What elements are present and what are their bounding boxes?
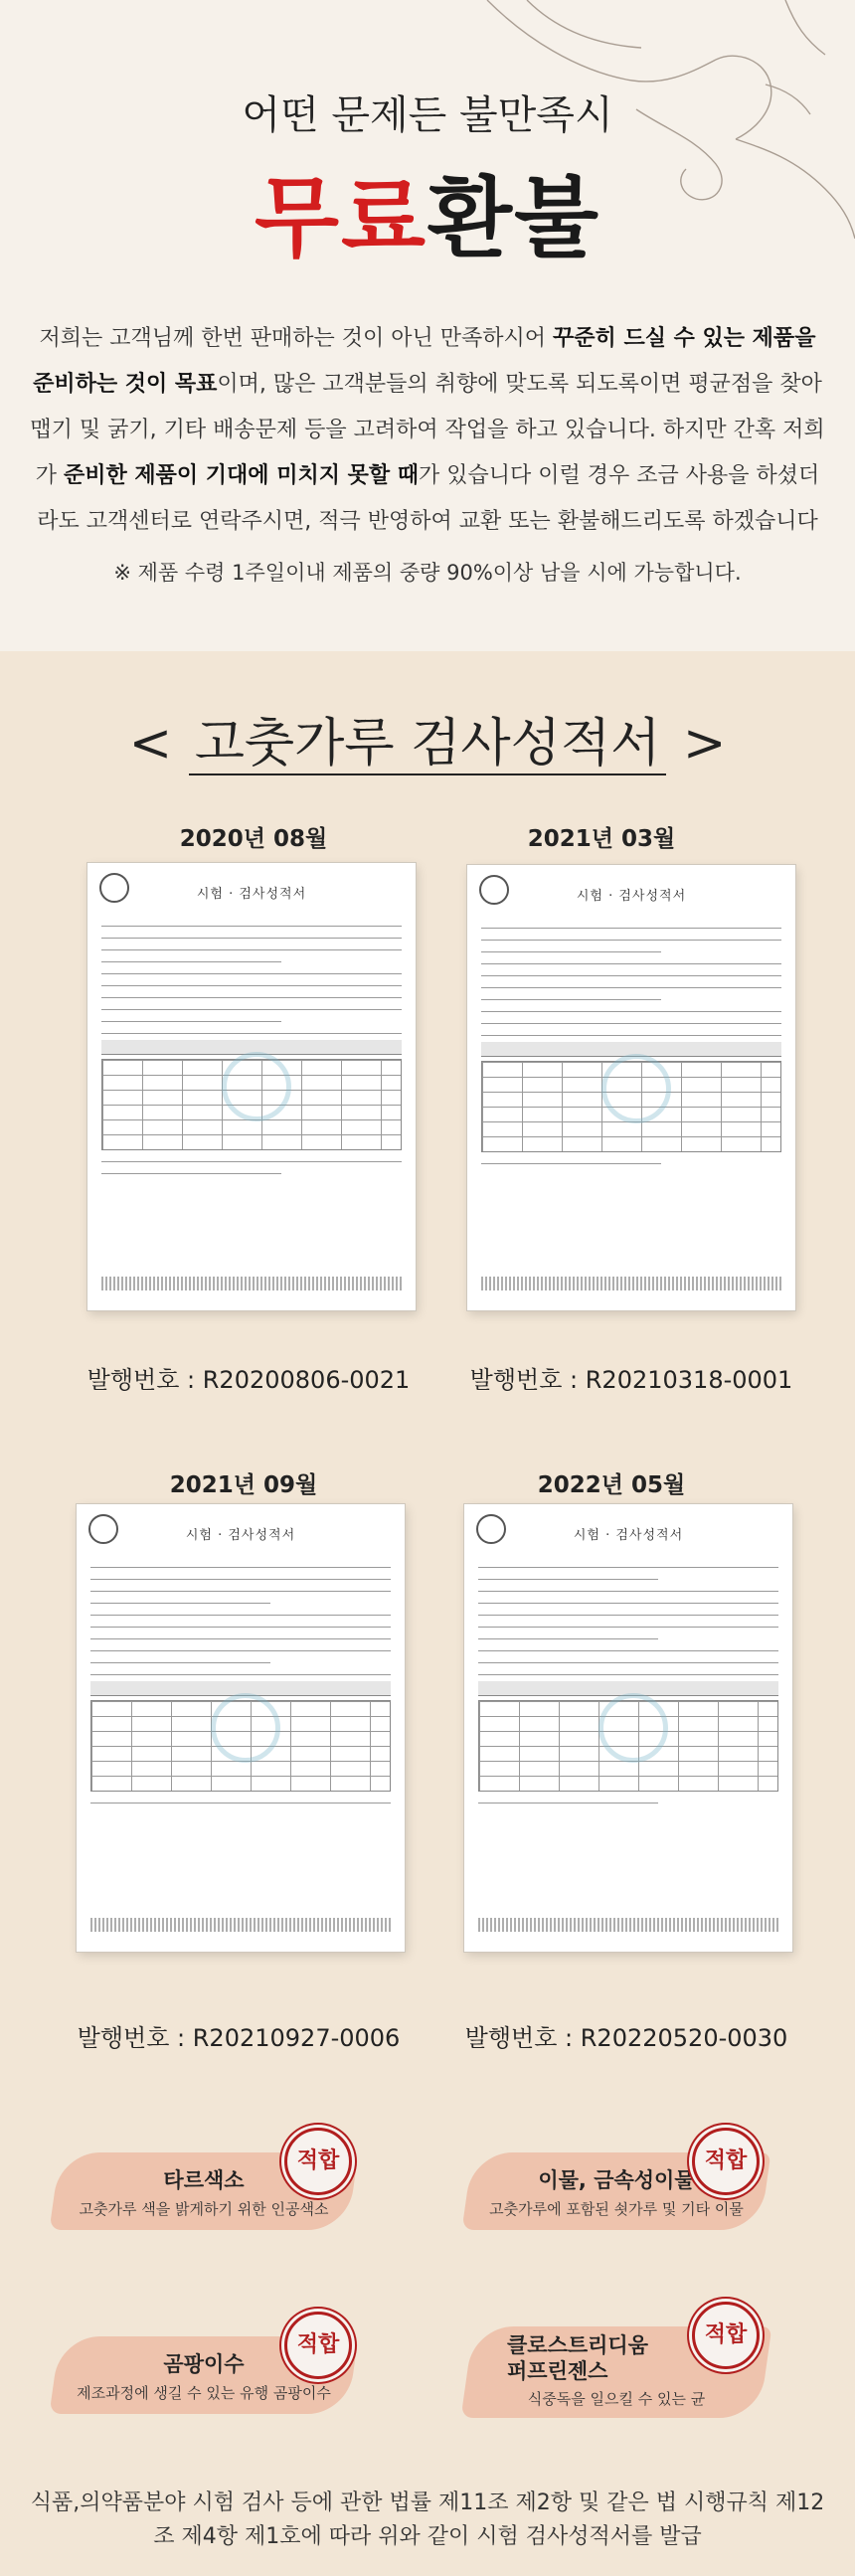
- policy-paragraph: [30, 316, 825, 545]
- policy-text: 이며, 많은 고객분들의 취향에 맞도록 되도록이면 평균점을 찾아 맵기 및 굵기, 기타 배송문제 등을 고려하여 작업을 하고 있습니다. 하지만 간혹 저희가: [30, 372, 825, 488]
- bracket-right: >: [682, 714, 727, 773]
- certificate-date: 2021년 09월: [169, 1472, 318, 1498]
- document-title: 시험 · 검사성적서: [185, 1528, 296, 1543]
- document-body: [481, 917, 781, 1164]
- watermark-icon: [598, 1693, 668, 1763]
- policy-text: 저희는 고객님께 한번 판매하는 것이 아닌 만족하시어: [39, 326, 554, 351]
- policy-text: 가 있습니다 이럴 경우 조금 사용을 하셨더라도 고객센터로 연락주시면, 적극 반영하여 교환 또는 환불해드리도록 하겠습니다: [37, 463, 820, 534]
- barcode-strip: [90, 1918, 391, 1932]
- policy-text-bold: 준비한 제품이 기대에 미치지 못할 때: [63, 463, 420, 488]
- certificate-date: 2021년 03월: [527, 826, 676, 852]
- watermark-icon: [222, 1052, 291, 1121]
- refund-title-dark: 환불: [428, 166, 601, 269]
- refund-title-red: 무료: [254, 166, 428, 269]
- watermark-icon: [211, 1693, 280, 1763]
- document-body: [90, 1556, 391, 1803]
- issue-number: 발행번호 : R20210318-0001: [469, 1366, 793, 1394]
- certificate-date: 2020년 08월: [179, 826, 328, 852]
- certificate-document[interactable]: [467, 865, 795, 1310]
- refund-title: [0, 149, 855, 274]
- document-title: 시험 · 검사성적서: [576, 889, 687, 904]
- bracket-left: <: [128, 714, 173, 773]
- result-description: 식중독을 일으킬 수 있는 균: [527, 2390, 706, 2408]
- barcode-strip: [481, 1277, 781, 1290]
- result-description: 고춧가루 색을 밝게하기 위한 인공색소: [79, 2200, 329, 2218]
- barcode-strip: [478, 1918, 778, 1932]
- issue-number: 발행번호 : R20210927-0006: [77, 2024, 401, 2052]
- document-title: 시험 · 검사성적서: [196, 887, 307, 902]
- result-title: 이물, 금속성이물: [538, 2168, 695, 2192]
- refund-note: ※ 제품 수령 1주일이내 제품의 중량 90%이상 남을 시에 가능합니다.: [113, 561, 742, 585]
- result-title: 곰팡이수: [163, 2352, 245, 2376]
- pass-stamp-icon: 적합: [284, 2312, 352, 2379]
- watermark-icon: [601, 1054, 671, 1123]
- issue-number: 발행번호 : R20200806-0021: [86, 1366, 411, 1394]
- pass-stamp-icon: 적합: [692, 2128, 760, 2195]
- result-title: 클로스트리디움 퍼프린젠스: [507, 2333, 649, 2383]
- certificate-date: 2022년 05월: [537, 1472, 686, 1498]
- document-body: [478, 1556, 778, 1803]
- pass-stamp-icon: 적합: [284, 2128, 352, 2195]
- headline: 어떤 문제든 불만족시: [242, 92, 613, 138]
- document-title: 시험 · 검사성적서: [573, 1528, 684, 1543]
- certificate-document[interactable]: [464, 1504, 792, 1952]
- pass-stamp-icon: 적합: [692, 2302, 760, 2369]
- section-title-text: 고춧가루 검사성적서: [189, 714, 667, 775]
- hero-section: [0, 0, 855, 651]
- document-body: [101, 915, 402, 1174]
- result-title: 타르색소: [163, 2168, 245, 2192]
- section-title: [0, 701, 855, 775]
- result-description: 고춧가루에 포함된 쇳가루 및 기타 이물: [489, 2200, 744, 2218]
- barcode-strip: [101, 1277, 402, 1290]
- legal-footer: 식품,의약품분야 시험 검사 등에 관한 법률 제11조 제2항 및 같은 법 시행규칙 제12조 제4항 제1호에 따라 위와 같이 시험 검사성적서를 발급: [30, 2490, 825, 2549]
- result-description: 제조과정에 생길 수 있는 유행 곰팡이수: [77, 2384, 331, 2402]
- certificate-document[interactable]: [77, 1504, 405, 1952]
- certificate-document[interactable]: [87, 863, 416, 1310]
- issue-number: 발행번호 : R20220520-0030: [464, 2024, 788, 2052]
- policy-text-bold: 꾸준히 드실 수 있는 제품을 준비하는 것이 목표: [33, 326, 816, 397]
